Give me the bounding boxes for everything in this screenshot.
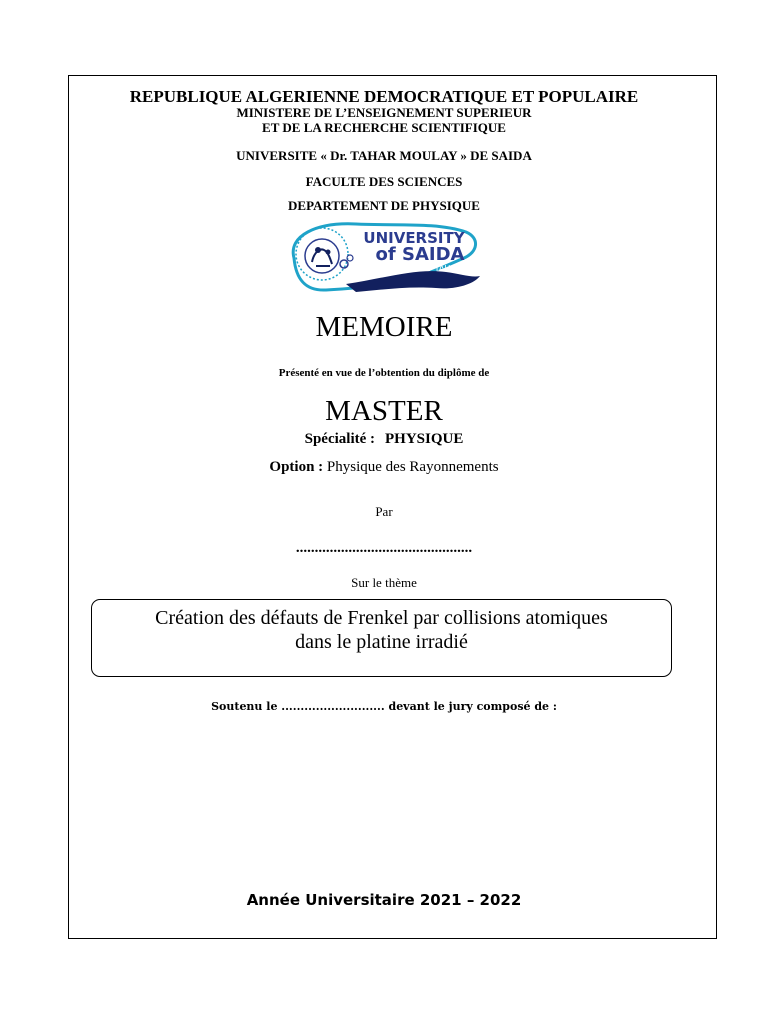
theme-title-line-2: dans le platine irradié <box>295 631 468 653</box>
degree-title: MASTER <box>325 395 443 427</box>
option-label: Option : <box>269 459 324 475</box>
ministry-line-2: ET DE LA RECHERCHE SCIENTIFIQUE <box>262 120 506 135</box>
theme-title <box>132 606 632 654</box>
speciality-value: PHYSIQUE <box>385 431 464 447</box>
theme-box <box>91 599 672 677</box>
republic-heading: REPUBLIQUE ALGERIENNE DEMOCRATIQUE ET POPULAIRE <box>129 87 639 106</box>
logo-text-moulay: Dr MOULAY TAHAR <box>386 264 462 273</box>
presented-for: Présenté en vue de l’obtention du diplôme de <box>278 367 490 379</box>
logo-text-university: UNIVERSITY <box>363 229 465 247</box>
theme-label: Sur le thème <box>351 575 417 590</box>
university-logo <box>286 218 482 300</box>
academic-year: Année Universitaire 2021 – 2022 <box>246 891 522 909</box>
option-line <box>68 460 700 475</box>
document-type: MEMOIRE <box>315 311 453 343</box>
ministry-line-1: MINISTERE DE L’ENSEIGNEMENT SUPERIEUR <box>236 105 532 120</box>
university-name: UNIVERSITE « Dr. TAHAR MOULAY » DE SAIDA <box>236 148 532 163</box>
department-name: DEPARTEMENT DE PHYSIQUE <box>288 198 480 213</box>
author-placeholder: ............................................... <box>295 540 473 556</box>
defense-line: Soutenu le ........................... devant le jury composé de : <box>211 700 557 713</box>
option-value: Physique des Rayonnements <box>326 459 499 475</box>
speciality-line <box>68 432 700 447</box>
speciality-label: Spécialité : <box>304 431 376 447</box>
by-label: Par <box>375 504 393 519</box>
logo-text-saida: of SAIDA <box>375 244 465 265</box>
faculty-name: FACULTE DES SCIENCES <box>305 174 463 189</box>
theme-title-line-1: Création des défauts de Frenkel par collisions atomiques <box>155 607 608 629</box>
